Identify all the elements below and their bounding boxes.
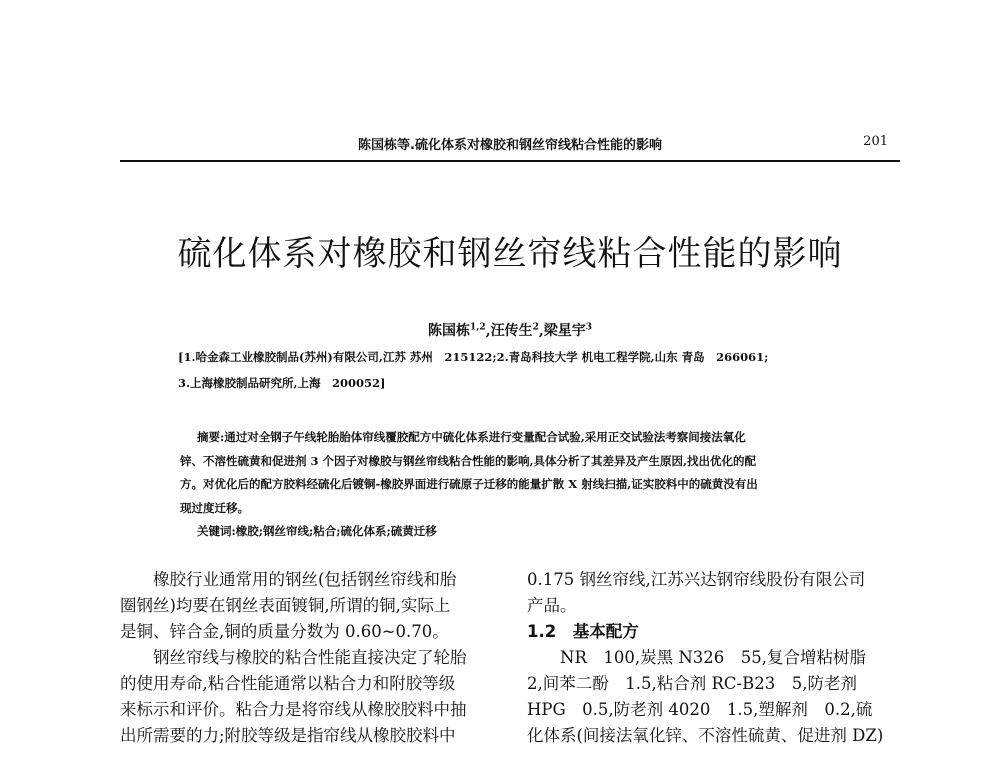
body-line: 橡胶行业通常用的钢丝(包括钢丝帘线和胎: [153, 570, 457, 589]
body-line: 圈钢丝)均要在钢丝表面镀铜,所谓的铜,实际上: [120, 596, 451, 615]
body-line: 来标示和评价。粘合力是将帘线从橡胶胶料中抽: [120, 700, 467, 719]
affiliation-line: [1.哈金森工业橡胶制品(苏州)有限公司,江苏 苏州 215122;2.青岛科技大学 机电工程学院,山东 青岛 266061;: [178, 350, 769, 364]
abstract-line: 锌、不溶性硫黄和促进剂 3 个因子对橡胶与钢丝帘线粘合性能的影响,具体分析了其差异及产生原因,找出优化的配: [180, 454, 757, 468]
body-line: 化体系(间接法氧化锌、不溶性硫黄、促进剂 DZ): [527, 726, 884, 745]
author-name: 陈国栋: [428, 323, 471, 339]
body-line: 是铜、锌合金,铜的质量分数为 0.60~0.70。: [120, 622, 449, 641]
body-line: HPG 0.5,防老剂 4020 1.5,塑解剂 0.2,硫: [527, 700, 873, 719]
author-affil: 1,2: [470, 322, 486, 333]
running-title: 陈国栋等.硫化体系对橡胶和钢丝帘线粘合性能的影响: [358, 138, 662, 153]
page-number: 201: [863, 134, 888, 149]
author-name: 梁星宇: [543, 323, 586, 339]
separator: ,: [485, 323, 491, 339]
body-line: NR 100,炭黑 N326 55,复合增粘树脂: [560, 648, 867, 667]
author-name: 汪传生: [490, 323, 533, 339]
body-line: 的使用寿命,粘合性能通常以粘合力和附胶等级: [120, 674, 456, 693]
author-affil: 3: [585, 322, 592, 333]
abstract-line: 摘要:通过对全钢子午线轮胎胎体帘线覆胶配方中硫化体系进行变量配合试验,采用正交试验法考察间接法氧化: [197, 430, 746, 444]
body-line: 2,间苯二酚 1.5,粘合剂 RC-B23 5,防老剂: [527, 674, 857, 693]
abstract-line: 方。对优化后的配方胶料经硫化后镀铜-橡胶界面进行硫原子迁移的能量扩散 X 射线扫描,证实胶料中的硫黄没有出: [180, 477, 758, 491]
body-line: 出所需要的力;附胶等级是指帘线从橡胶胶料中: [120, 726, 456, 745]
body-line: 0.175 钢丝帘线,江苏兴达钢帘线股份有限公司: [527, 570, 866, 589]
abstract-line: 现过度迁移。: [180, 501, 249, 515]
affiliation-line: 3.上海橡胶制品研究所,上海 200052]: [178, 376, 386, 390]
section-heading: 1.2 基本配方: [527, 622, 639, 641]
keywords: 关键词:橡胶;钢丝帘线;粘合;硫化体系;硫黄迁移: [197, 524, 437, 538]
author-affil: 2: [532, 322, 539, 333]
author-list: [0, 320, 1000, 340]
paper-title: 硫化体系对橡胶和钢丝帘线粘合性能的影响: [177, 234, 843, 274]
separator: ,: [538, 323, 544, 339]
body-line: 产品。: [527, 596, 577, 615]
body-line: 钢丝帘线与橡胶的粘合性能直接决定了轮胎: [153, 648, 467, 667]
running-header: [120, 132, 900, 162]
